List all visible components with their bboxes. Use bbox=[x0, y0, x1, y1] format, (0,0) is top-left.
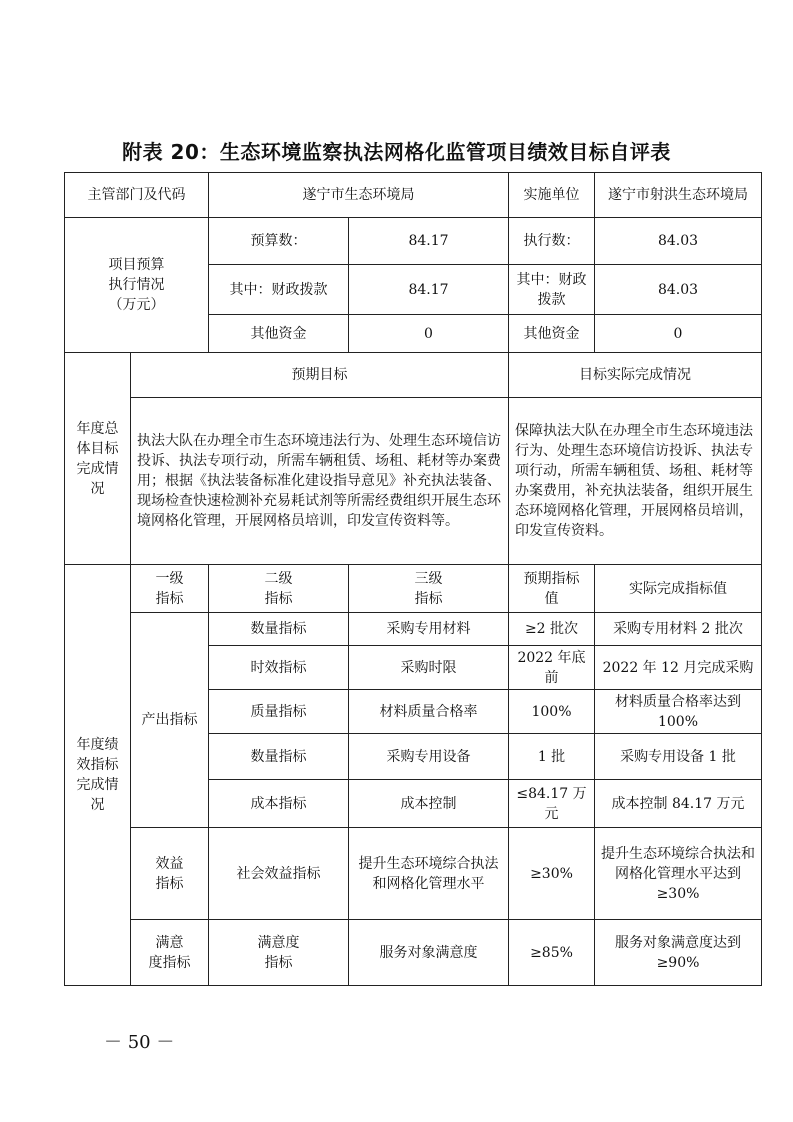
indicator-row bbox=[65, 828, 762, 920]
actual-cell: 成本控制 84.17 万元 bbox=[595, 780, 762, 828]
annual-label: 年度总 体目标 完成情 况 bbox=[65, 353, 131, 565]
expected-cell: ≥85% bbox=[509, 920, 595, 986]
header-row bbox=[65, 173, 762, 218]
expected-cell: 2022 年底前 bbox=[509, 646, 595, 690]
fiscal-planned-value: 84.17 bbox=[349, 265, 509, 315]
indicator-header-row bbox=[65, 565, 762, 613]
actual-cell: 服务对象满意度达到≥90% bbox=[595, 920, 762, 986]
fiscal-executed-value: 84.03 bbox=[595, 265, 762, 315]
expected-goal-header: 预期目标 bbox=[131, 353, 509, 398]
impl-label: 实施单位 bbox=[509, 173, 595, 218]
budget-label: 项目预算 执行情况 （万元） bbox=[65, 218, 209, 353]
expected-cell: 100% bbox=[509, 690, 595, 734]
satisfaction-indicator-label: 满意 度指标 bbox=[131, 920, 209, 986]
expected-cell: 1 批 bbox=[509, 734, 595, 780]
expected-cell: ≥2 批次 bbox=[509, 613, 595, 646]
expected-value-header: 预期指标 值 bbox=[509, 565, 595, 613]
actual-cell: 2022 年 12 月完成采购 bbox=[595, 646, 762, 690]
level2-cell: 数量指标 bbox=[209, 613, 349, 646]
actual-cell: 采购专用材料 2 批次 bbox=[595, 613, 762, 646]
budget-executed-label: 执行数： bbox=[509, 218, 595, 265]
actual-goal-header: 目标实际完成情况 bbox=[509, 353, 762, 398]
annual-header-row bbox=[65, 353, 762, 398]
expected-cell: ≥30% bbox=[509, 828, 595, 920]
actual-cell: 材料质量合格率达到 100% bbox=[595, 690, 762, 734]
annual-content-row bbox=[65, 398, 762, 565]
level3-cell: 提升生态环境综合执法和网格化管理水平 bbox=[349, 828, 509, 920]
level3-cell: 材料质量合格率 bbox=[349, 690, 509, 734]
dept-label: 主管部门及代码 bbox=[65, 173, 209, 218]
level3-cell: 采购时限 bbox=[349, 646, 509, 690]
level2-cell: 数量指标 bbox=[209, 734, 349, 780]
other-funds-executed-value: 0 bbox=[595, 315, 762, 353]
budget-planned-value: 84.17 bbox=[349, 218, 509, 265]
indicator-row bbox=[65, 920, 762, 986]
impl-value: 遂宁市射洪生态环境局 bbox=[595, 173, 762, 218]
actual-cell: 提升生态环境综合执法和网格化管理水平达到≥30% bbox=[595, 828, 762, 920]
output-indicator-label: 产出指标 bbox=[131, 613, 209, 828]
fiscal-label: 其中：财政拨款 bbox=[209, 265, 349, 315]
level3-cell: 成本控制 bbox=[349, 780, 509, 828]
indicator-row bbox=[65, 613, 762, 646]
level1-header: 一级 指标 bbox=[131, 565, 209, 613]
benefit-indicator-label: 效益 指标 bbox=[131, 828, 209, 920]
budget-planned-label: 预算数： bbox=[209, 218, 349, 265]
other-funds-executed-label: 其他资金 bbox=[509, 315, 595, 353]
expected-goal-text: 执法大队在办理全市生态环境违法行为、处理生态环境信访投诉、执法专项行动，所需车辆租赁、场租、耗材等办案费用；根据《执法装备标准化建设指导意见》补充执法装备、现场检查快速检测补充易耗试剂等所需经费组织开展生态环境网格化管理，开展网格员培训，印发宣传资料等。 bbox=[131, 398, 509, 565]
other-funds-label: 其他资金 bbox=[209, 315, 349, 353]
page-number: － 50 － bbox=[104, 1032, 175, 1053]
evaluation-table bbox=[64, 172, 762, 986]
level2-cell: 质量指标 bbox=[209, 690, 349, 734]
actual-goal-text: 保障执法大队在办理全市生态环境违法行为、处理生态环境信访投诉、执法专项行动，所需车辆租赁、场租、耗材等办案费用，补充执法装备，组织开展生态环境网格化管理，开展网格员培训，印发宣传资料。 bbox=[509, 398, 762, 565]
budget-row bbox=[65, 218, 762, 265]
level3-cell: 采购专用设备 bbox=[349, 734, 509, 780]
fiscal-executed-label: 其中：财政拨款 bbox=[509, 265, 595, 315]
actual-cell: 采购专用设备 1 批 bbox=[595, 734, 762, 780]
indicators-label: 年度绩 效指标 完成情 况 bbox=[65, 565, 131, 986]
level2-cell: 社会效益指标 bbox=[209, 828, 349, 920]
level2-cell: 时效指标 bbox=[209, 646, 349, 690]
other-funds-planned-value: 0 bbox=[349, 315, 509, 353]
level3-header: 三级 指标 bbox=[349, 565, 509, 613]
expected-cell: ≤84.17 万元 bbox=[509, 780, 595, 828]
level3-cell: 采购专用材料 bbox=[349, 613, 509, 646]
level3-cell: 服务对象满意度 bbox=[349, 920, 509, 986]
page-title: 附表 20：生态环境监察执法网格化监管项目绩效目标自评表 bbox=[122, 140, 671, 164]
actual-value-header: 实际完成指标值 bbox=[595, 565, 762, 613]
budget-executed-value: 84.03 bbox=[595, 218, 762, 265]
dept-value: 遂宁市生态环境局 bbox=[209, 173, 509, 218]
level2-cell: 满意度 指标 bbox=[209, 920, 349, 986]
level2-header: 二级 指标 bbox=[209, 565, 349, 613]
level2-cell: 成本指标 bbox=[209, 780, 349, 828]
